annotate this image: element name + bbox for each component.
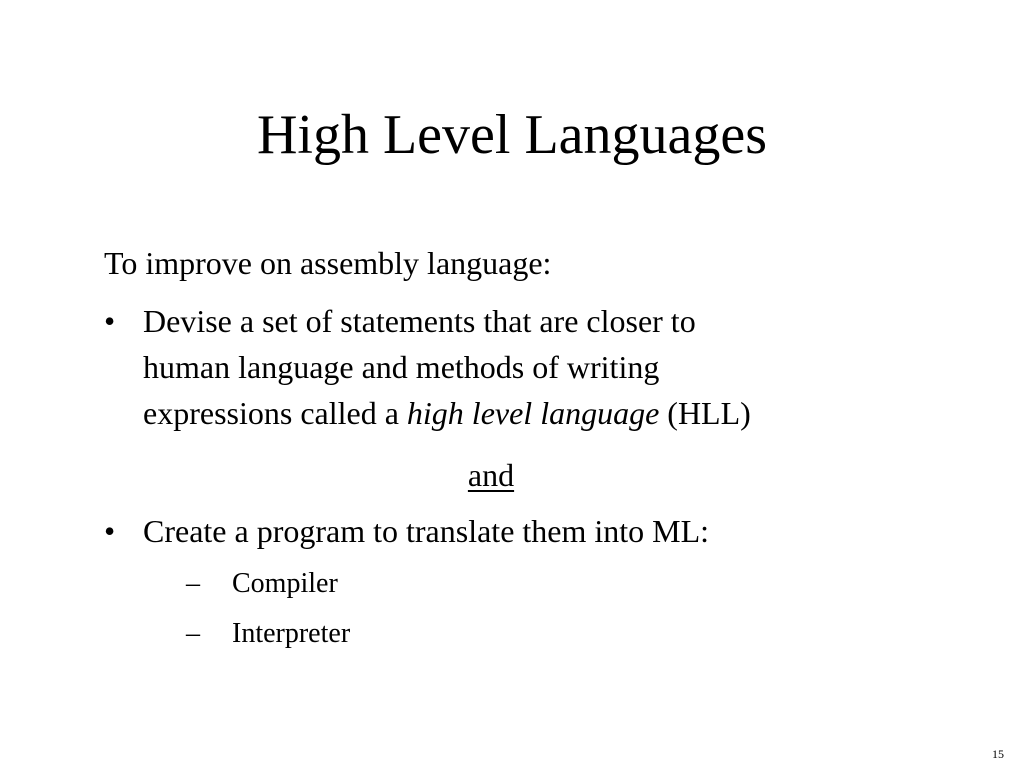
bullet-line-2: human language and methods of writing: [143, 349, 660, 385]
bullet-line-3: [143, 390, 943, 436]
sub-item-label: Interpreter: [232, 618, 351, 649]
bullet-content: [143, 508, 943, 554]
sub-item-compiler: [186, 564, 686, 604]
bullet-marker: •: [104, 303, 116, 339]
sub-item-label: Compiler: [232, 568, 338, 599]
bullet-line-1: Devise a set of statements that are closer to: [143, 303, 696, 339]
bullet-line-1: Create a program to translate them into ML:: [143, 513, 710, 549]
dash-marker: –: [186, 618, 200, 649]
bullet-content: [143, 298, 943, 436]
bullet-line-3-suffix: (HLL): [659, 395, 751, 431]
hll-term: high level language: [406, 395, 660, 431]
sub-item-interpreter: [186, 614, 686, 654]
dash-marker: –: [186, 568, 200, 599]
bullet-marker: •: [104, 513, 116, 549]
page-number: 15: [992, 747, 1004, 761]
and-connector: and: [467, 457, 515, 493]
bullet-line-3-prefix: expressions called a: [143, 395, 407, 431]
slide-title: High Level Languages: [256, 104, 768, 166]
intro-text: To improve on assembly language:: [104, 245, 552, 281]
bullet-item-devise: [104, 298, 964, 438]
bullet-item-create: [104, 508, 964, 554]
